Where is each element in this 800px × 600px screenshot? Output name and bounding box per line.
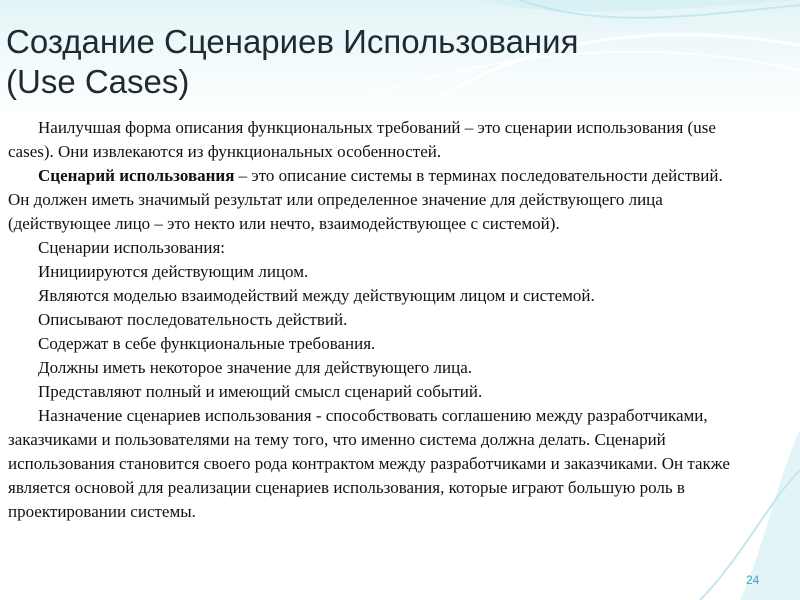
list-item-text: Представляют полный и имеющий смысл сценарий событий. [38,382,483,401]
list-item [8,332,743,356]
page-number: 24 [746,573,760,587]
list-item [8,308,743,332]
list-intro: Сценарии использования: [38,238,226,257]
slide-body [8,116,743,524]
bullet-list [8,260,743,404]
list-item-text: Инициируются действующим лицом. [38,262,309,281]
list-item [8,260,743,284]
list-item-text: Являются моделью взаимодействий между действующим лицом и системой. [38,286,595,305]
list-item-text: Должны иметь некоторое значение для действующего лица. [38,358,473,377]
intro-paragraph: Наилучшая форма описания функциональных требований – это сценарии использования (use cases). Они извлекаются из функциональных особенностей. [8,118,716,161]
definition-text: – это описание системы в терминах последовательности действий. Он должен иметь значимый результат или определенное значение для действующего лица (действующее лицо – это некто или нечто, взаимодействующее с системой). [8,166,723,233]
definition-term: Сценарий использования [38,166,235,185]
list-item-text: Содержат в себе функциональные требования. [38,334,376,353]
list-item [8,380,743,404]
purpose-paragraph: Назначение сценариев использования - способствовать соглашению между разработчиками, заказчиками и пользователями на тему того, что именно система должна делать. Сценарий использования становится своего рода контрактом между разработчиками и заказчиками. Он также является основой для реализации сценариев использования, которые играют большую роль в проектировании системы. [8,406,730,521]
title-line-1: Создание Сценариев Использования [6,23,579,60]
slide-title [6,22,726,102]
list-item [8,284,743,308]
list-item-text: Описывают последовательность действий. [38,310,348,329]
title-line-2: (Use Cases) [6,63,190,100]
definition-paragraph [8,164,743,236]
list-item [8,356,743,380]
